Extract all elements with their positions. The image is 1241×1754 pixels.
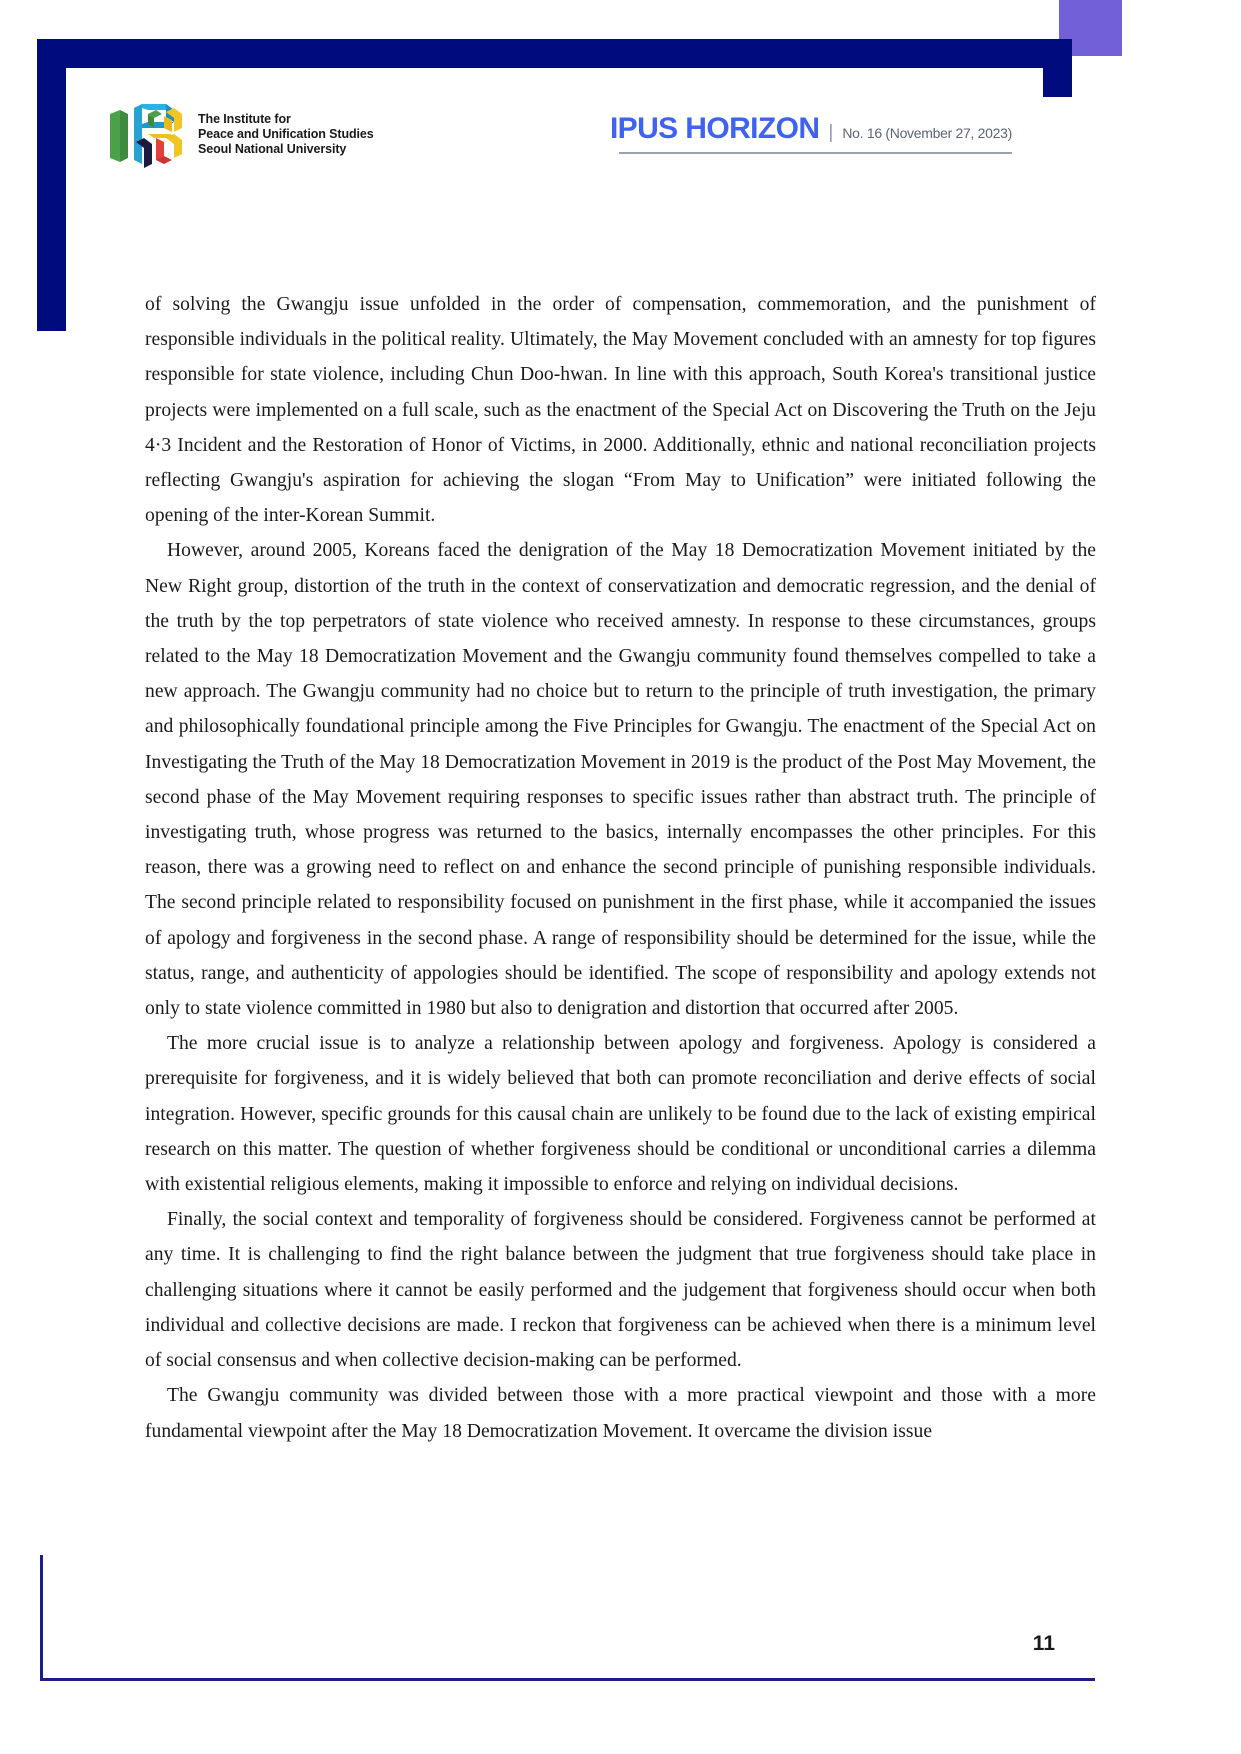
decorative-navy-right-stub — [1043, 39, 1072, 97]
article-body — [145, 287, 1096, 1449]
logo-line-1: The Institute for — [198, 111, 291, 126]
paragraph: The Gwangju community was divided between those with a more practical viewpoint and those with a more fundamental viewpoint after the May 18 Democratization Movement. It overcame the division issue — [145, 1385, 1096, 1442]
masthead-underline — [619, 152, 1012, 154]
institute-logo-text — [198, 112, 374, 157]
decorative-navy-left-bar — [37, 39, 66, 331]
issue-number: No. 16 (November 27, 2023) — [842, 125, 1012, 141]
masthead — [393, 112, 1012, 154]
page-header — [0, 90, 1241, 180]
paragraph: The more crucial issue is to analyze a relationship between apology and forgiveness. Apology is considered a prerequisite for forgiveness, and it is widely believed that both can promote reconciliation and derive effects of social integration. However, specific grounds for this causal chain are unlikely to be found due to the lack of existing empirical research on this matter. The question of whether forgiveness should be conditional or unconditional carries a dilemma with existential religious elements, making it impossible to enforce and relying on individual decisions. — [145, 1033, 1096, 1196]
logo-line-3: Seoul National University — [198, 141, 347, 156]
paragraph: Finally, the social context and temporality of forgiveness should be considered. Forgiveness cannot be performed at any time. It is challenging to find the right balance between the judgment that true forgiveness should take place in challenging situations where it cannot be easily performed and the judgement that forgiveness should occur when both individual and collective decisions are made. I reckon that forgiveness can be achieved when there is a minimum level of social consensus and when collective decision-making can be performed. — [145, 1209, 1096, 1372]
page-number: 11 — [1032, 1632, 1055, 1655]
masthead-row — [610, 112, 1012, 146]
decorative-bottom-rule — [40, 1678, 1095, 1681]
ipus-hexagon-logo-icon — [108, 98, 184, 170]
paragraph: of solving the Gwangju issue unfolded in the order of compensation, commemoration, and the punishment of responsible individuals in the political reality. Ultimately, the May Movement concluded with an amnesty for top figures responsible for state violence, including Chun Doo-hwan. In line with this approach, South Korea's transitional justice projects were implemented on a full scale, such as the enactment of the Special Act on Discovering the Truth on the Jeju 4·3 Incident and the Restoration of Honor of Victims, in 2000. Additionally, ethnic and national reconciliation projects reflecting Gwangju's aspiration for achieving the slogan “From May to Unification” were initiated following the opening of the inter-Korean Summit. — [145, 294, 1096, 527]
logo-line-2: Peace and Unification Studies — [198, 126, 374, 141]
institute-logo-block — [108, 98, 374, 170]
paragraph: However, around 2005, Koreans faced the denigration of the May 18 Democratization Movement initiated by the New Right group, distortion of the truth in the context of conservatization and democratic regression, and the denial of the truth by the top perpetrators of state violence who received amnesty. In response to these circumstances, groups related to the May 18 Democratization Movement and the Gwangju community found themselves compelled to take a new approach. The Gwangju community had no choice but to return to the principle of truth investigation, the primary and philosophically foundational principle among the Five Principles for Gwangju. The enactment of the Special Act on Investigating the Truth of the May 18 Democratization Movement in 2019 is the product of the Post May Movement, the second phase of the May Movement requiring responses to specific issues rather than abstract truth. The principle of investigating truth, whose progress was returned to the basics, internally encompasses the other principles. For this reason, there was a growing need to reflect on and enhance the second principle of punishing responsible individuals. The second principle related to responsibility focused on punishment in the first phase, while it accompanied the issues of apology and forgiveness in the second phase. A range of responsibility should be determined for the issue, while the status, range, and authenticity of appologies should be identified. The scope of responsibility and apology extends not only to state violence committed in 1980 but also to denigration and distortion that occurred after 2005. — [145, 540, 1096, 1020]
publication-title: IPUS HORIZON — [609, 112, 820, 145]
decorative-bottom-left-rule — [40, 1555, 43, 1681]
decorative-navy-top-bar — [37, 39, 1072, 68]
masthead-separator: | — [828, 122, 834, 143]
